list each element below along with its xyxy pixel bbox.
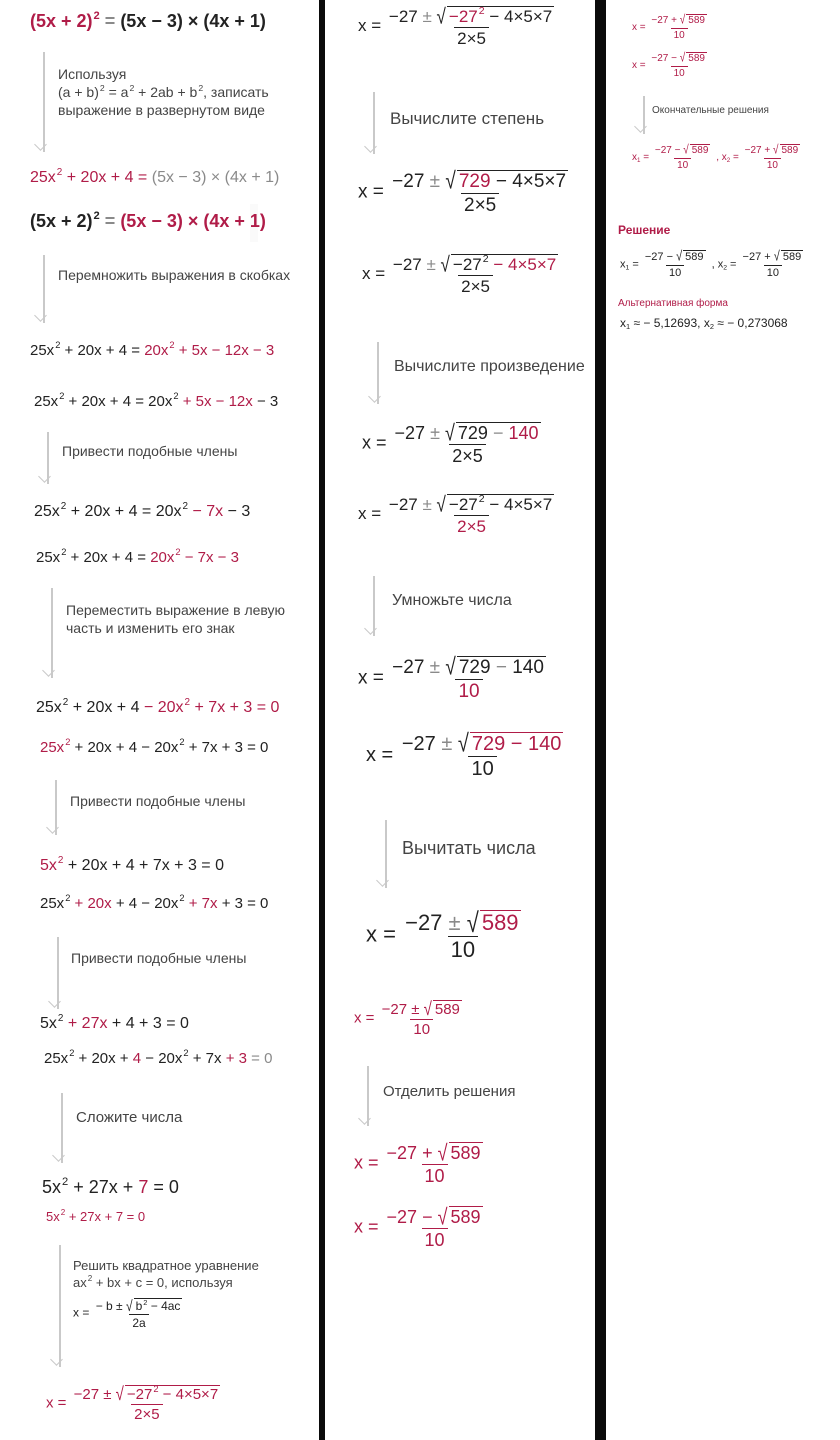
quadratic-formula: x = $\frac{- b \pm √ b^2 - 4ac}{2a}$: [73, 1297, 181, 1330]
math-line: x = $\frac{-27 \pm √ -27^2 - 4\times 5\times 7}{2\times 5}$: [358, 492, 553, 536]
arrow-down-icon: [366, 576, 382, 636]
alternative-form-values: $x_1$ ≈ − 5,12693, $x_2$ ≈ − 0,273068: [620, 316, 788, 332]
math-line: $(5x + 2)^2 = (5x - 3) \times (4x + 1)$: [30, 209, 266, 231]
solution-values: $x_1$ = $\frac{-27 - √ 589}{10}$ , $x_2$ = $\frac{-27 + √ 589}{10}$: [620, 249, 802, 279]
math-line: $5x^2 + 20x + 4 + 7x + 3 = 0$: [40, 854, 224, 874]
arrow-down-icon: [36, 255, 52, 323]
arrow-down-icon: [50, 937, 66, 1009]
step-label: Окончательные решения: [652, 105, 769, 116]
arrow-down-icon: [636, 96, 652, 134]
step-label: Решить квадратное уравнение $ax^2$ + bx + c = 0, используя: [73, 1258, 259, 1290]
original-equation: $(5x + 2)^2 = (5x - 3) \times (4x + 1)$: [30, 9, 266, 31]
math-line: $25x^2 + 20x + 4 = 20x^2 + 5x - 12x - 3$: [34, 391, 279, 410]
math-line: x = $\frac{-27 \pm √ -27^2 - 4\times 5\times 7}{2\times 5}$: [46, 1383, 219, 1423]
step-label: Привести подобные члены: [71, 950, 247, 966]
arrow-down-icon: [370, 342, 386, 404]
step-label: Вычитать числа: [402, 838, 536, 858]
step-label: Привести подобные члены: [70, 793, 246, 809]
math-line: x = $\frac{-27 + √ 589}{10}$: [354, 1140, 481, 1186]
step-label: Сложите числа: [76, 1109, 183, 1126]
math-line: $5x^2 + 27x + 7 = 0$: [42, 1175, 179, 1197]
math-line: x = $\frac{-27 \pm √ -27^2 - 4\times 5\times 7}{2\times 5}$: [358, 4, 553, 48]
math-line: $25x^2 + 20x + 4 - 20x^2 + 7x + 3 = 0$: [40, 737, 269, 756]
column-divider-1: [319, 0, 325, 1440]
math-line: $25x^2 + 20x + 4 = (5x - 3) \times (4x + 1)$: [30, 166, 280, 186]
arrow-down-icon: [36, 52, 52, 152]
step-label: Умножьте числа: [392, 592, 512, 609]
math-line: $25x^2 + 20x + 4 = 20x^2 - 7x - 3$: [34, 500, 251, 520]
math-line: x = $\frac{-27 \pm √ 729 - 140}{10}$: [366, 730, 562, 780]
math-line: $25x^2 + 20x + 4 = 20x^2 + 5x - 12x - 3$: [30, 340, 275, 359]
step-label: Переместить выражение в левую часть и изменить его знак: [66, 602, 286, 636]
arrow-down-icon: [360, 1066, 376, 1126]
step-label: Вычислите степень: [390, 109, 545, 128]
math-line: $25x^2 + 20x + 4 - 20x^2 + 7x + 3 = 0$: [40, 893, 269, 912]
math-line: x = $\frac{-27 - √ 589}{10}$: [354, 1204, 481, 1250]
column-divider-2: [595, 0, 606, 1440]
step-label: Привести подобные члены: [62, 443, 238, 459]
math-line: $25x^2 + 20x + 4 - 20x^2 + 7x + 3 = 0$: [44, 1048, 273, 1067]
math-line: x = $\frac{-27 \pm √ 729 - 140}{10}$: [358, 654, 544, 702]
math-line: $25x^2 + 20x + 4 = 20x^2 - 7x - 3$: [36, 547, 239, 566]
math-line: x = $\frac{-27 \pm √ 729 - 4\times 5\times 7}{2\times 5}$: [358, 168, 567, 216]
arrow-down-icon: [40, 432, 56, 484]
step-label: Вычислите произведение: [394, 358, 585, 375]
math-line: x = $\frac{-27 \pm √ -27^2 - 4\times 5\times 7}{2\times 5}$: [362, 252, 557, 296]
alternative-form-heading: Альтернативная форма: [618, 298, 728, 309]
math-line: x = $\frac{-27 \pm √ 589}{10}$: [366, 906, 519, 962]
solution-heading: Решение: [618, 223, 671, 237]
math-line: x = $\frac{-27 \pm √ 589}{10}$: [354, 998, 460, 1038]
step-label: Отделить решения: [383, 1083, 516, 1100]
arrow-down-icon: [366, 92, 382, 154]
math-line: $5x^2 + 27x + 7 = 0$: [46, 1208, 146, 1224]
arrow-down-icon: [48, 780, 64, 835]
math-line: $5x^2 + 27x + 4 + 3 = 0$: [40, 1012, 189, 1032]
arrow-down-icon: [378, 820, 394, 888]
math-line: x = $\frac{-27 + √ 589}{10}$: [632, 13, 705, 41]
arrow-down-icon: [52, 1245, 68, 1367]
math-line: $25x^2 + 20x + 4 - 20x^2 + 7x + 3 = 0$: [36, 696, 280, 716]
final-solutions: $x_1$ = $\frac{-27 - √ 589}{10}$ , $x_2$ = $\frac{-27 + √ 589}{10}$: [632, 143, 799, 171]
math-line: x = $\frac{-27 - √ 589}{10}$: [632, 51, 705, 79]
arrow-down-icon: [44, 588, 60, 678]
step-label: Используя $(a + b)^2 = a^2 + 2ab + b^2$, записать выражение в развернутом виде: [58, 66, 269, 118]
step-label: Перемножить выражения в скобках: [58, 267, 291, 283]
arrow-down-icon: [54, 1093, 70, 1163]
math-line: x = $\frac{-27 \pm √ 729 - 140}{2\times 5}$: [362, 420, 539, 466]
